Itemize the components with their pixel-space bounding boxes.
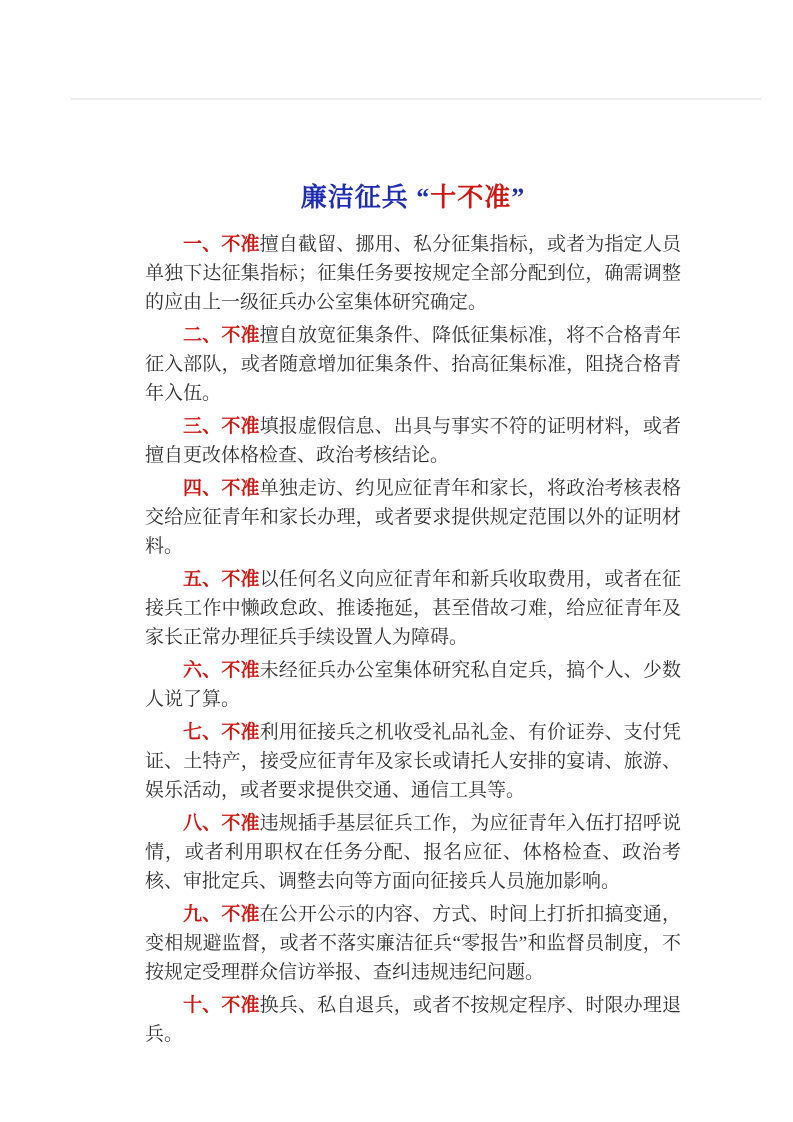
rule-item-5 (145, 565, 681, 652)
rule-9-text: 在公开公示的内容、方式、时间上打折扣搞变通，变相规避监督，或者不落实廉洁征兵“零报告”和监督员制度，不按规定受理群众信访举报、查纠违规违纪问题。 (145, 904, 681, 983)
page-title (145, 183, 681, 213)
rule-7-text: 利用征接兵之机收受礼品礼金、有价证券、支付凭证、土特产，接受应征青年及家长或请托人安排的宴请、旅游、娱乐活动，或者要求提供交通、通信工具等。 (145, 722, 681, 801)
rule-item-3 (145, 412, 681, 470)
rule-8-text: 违规插手基层征兵工作，为应征青年入伍打招呼说情，或者利用职权在任务分配、报名应征、体格检查、政治考核、审批定兵、调整去向等方面向征接兵人员施加影响。 (145, 813, 681, 892)
rule-5-text: 以任何名义向应征青年和新兵收取费用，或者在征接兵工作中懒政怠政、推诿拖延，甚至借故刁难，给应征青年及家长正常办理征兵手续设置人为障碍。 (145, 569, 681, 648)
rule-item-1 (145, 230, 681, 317)
title-close-quote: ” (511, 183, 526, 212)
rule-10-text: 换兵、私自退兵，或者不按规定程序、时限办理退兵。 (145, 995, 681, 1045)
rule-7-label: 七、不准 (183, 722, 260, 743)
rule-item-9 (145, 900, 681, 987)
title-highlight: 十不准 (430, 183, 512, 212)
rule-item-4 (145, 474, 681, 561)
rule-2-text: 擅自放宽征集条件、降低征集标准，将不合格青年征入部队，或者随意增加征集条件、抬高征集标准，阻挠合格青年入伍。 (145, 325, 681, 404)
rule-1-text: 擅自截留、挪用、私分征集指标，或者为指定人员单独下达征集指标；征集任务要按规定全部分配到位，确需调整的应由上一级征兵办公室集体研究确定。 (145, 234, 681, 313)
rule-8-label: 八、不准 (183, 813, 260, 834)
rule-5-label: 五、不准 (183, 569, 260, 590)
rule-item-10 (145, 991, 681, 1049)
rule-item-7 (145, 718, 681, 805)
rule-4-label: 四、不准 (183, 478, 260, 499)
rule-3-label: 三、不准 (183, 416, 260, 437)
rule-item-6 (145, 656, 681, 714)
title-prefix: 廉洁征兵 “ (300, 183, 431, 212)
rule-1-label: 一、不准 (183, 234, 260, 255)
rule-4-text: 单独走访、约见应征青年和家长，将政治考核表格交给应征青年和家长办理，或者要求提供规定范围以外的证明材料。 (145, 478, 681, 557)
rule-item-8 (145, 809, 681, 896)
rule-10-label: 十、不准 (183, 995, 260, 1016)
rule-item-2 (145, 321, 681, 408)
rule-6-label: 六、不准 (183, 660, 260, 681)
document-content (145, 183, 681, 1053)
rule-3-text: 填报虚假信息、出具与事实不符的证明材料，或者擅自更改体格检查、政治考核结论。 (145, 416, 681, 466)
top-divider (71, 98, 761, 100)
rule-9-label: 九、不准 (183, 904, 260, 925)
rule-6-text: 未经征兵办公室集体研究私自定兵，搞个人、少数人说了算。 (145, 660, 681, 710)
rule-2-label: 二、不准 (183, 325, 260, 346)
